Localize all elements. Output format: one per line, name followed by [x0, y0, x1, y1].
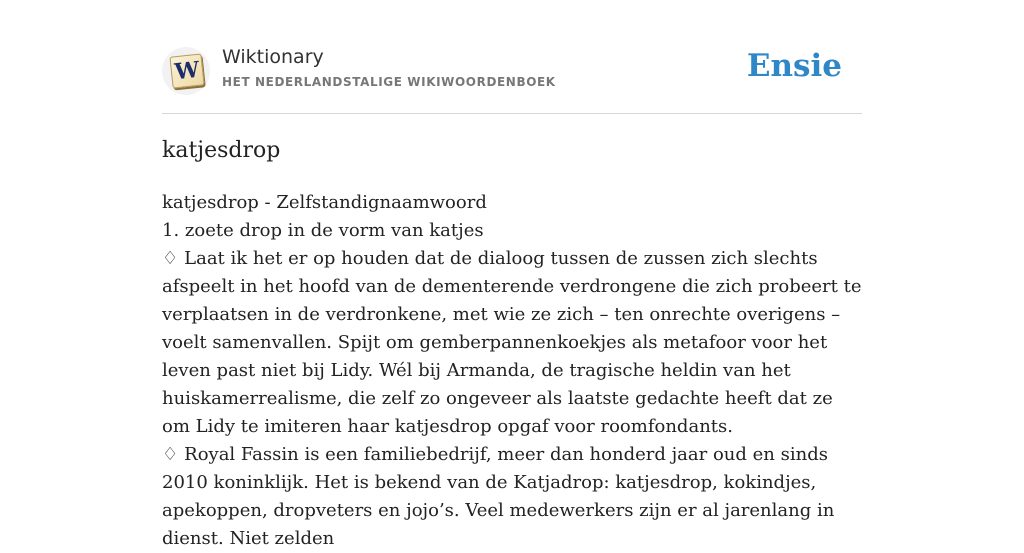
definition: 1. zoete drop in de vorm van katjes — [162, 220, 484, 241]
example-2 — [162, 441, 862, 553]
logo-tile — [169, 53, 204, 88]
site-name[interactable]: Wiktionary — [222, 46, 324, 68]
site-header — [162, 0, 862, 114]
page-title: katjesdrop — [162, 138, 281, 163]
page-container — [162, 0, 862, 549]
wiktionary-logo-icon[interactable] — [162, 47, 210, 95]
entry-body — [162, 189, 862, 553]
example-1 — [162, 245, 862, 441]
logo-letter: W — [173, 56, 201, 86]
example-text: Laat ik het er op houden dat de dialoog tussen de zussen zich slechts afspeelt in het hoofd van de dementerende verdrongene die zich probeert te verplaatsen in de verdronkene, met wie ze zich – ten onrechte overigens – voelt samenvallen. Spijt om gemberpannenkoekjes als metafoor voor het leven past niet bij Lidy. Wél bij Armanda, de tragische heldin van het huiskamerrealisme, die zelf zo ongeveer als laatste gedachte heeft dat ze om Lidy te imiteren haar katjesdrop opgaf voor roomfondants. — [162, 248, 862, 437]
example-diamond-icon: ♢ — [162, 444, 179, 465]
example-text: Royal Fassin is een familiebedrijf, meer dan honderd jaar oud en sinds 2010 koninklijk. Het is bekend van de Katjadrop: katjesdrop, kokindjes, apekoppen, dropveters en jojo’s. Veel medewerkers zijn er al jarenlang in dienst. Niet zelden — [162, 444, 835, 549]
example-diamond-icon: ♢ — [162, 248, 179, 269]
word-class-line: katjesdrop - Zelfstandignaamwoord — [162, 192, 487, 213]
ensie-brand-link[interactable]: Ensie — [746, 48, 842, 84]
site-subtitle: HET NEDERLANDSTALIGE WIKIWOORDENBOEK — [222, 75, 556, 89]
